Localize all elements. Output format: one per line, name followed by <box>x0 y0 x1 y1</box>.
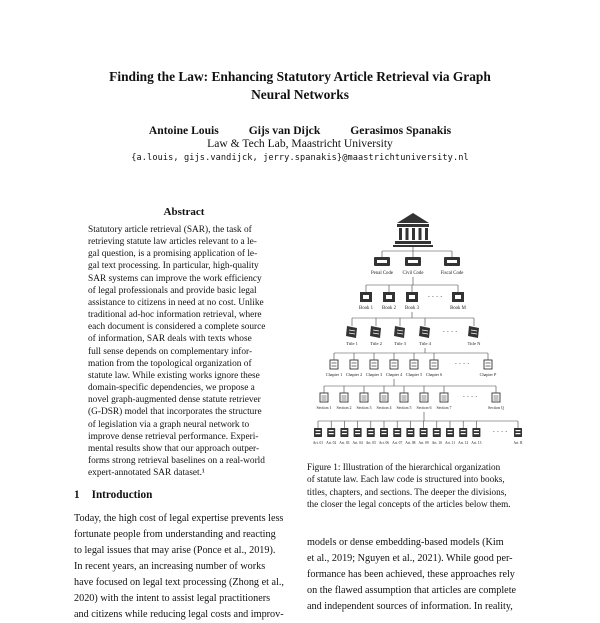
chapter-ellipsis: · · · · <box>454 360 470 368</box>
article-icon <box>446 428 454 437</box>
chapter-label: Chapter 6 <box>425 372 443 377</box>
book-label: Book 1 <box>359 306 373 311</box>
section-label: Section 5 <box>396 405 412 410</box>
article-ellipsis: · · · · <box>492 428 508 436</box>
book-label: Book 3 <box>405 306 419 311</box>
caption-line: Figure 1: Illustration of the hierarchical organization <box>307 462 501 472</box>
chapter-label: Chapter 2 <box>345 372 363 377</box>
chapter-icon <box>350 360 358 369</box>
abstract-line: assistance to citizens in need at no cost. Unlike <box>88 297 264 308</box>
law-code-icon <box>405 257 421 266</box>
section-icon <box>380 393 388 402</box>
article-label: Art. 11 <box>444 441 456 445</box>
title-label: Title N <box>467 341 481 346</box>
title-label: Title 2 <box>370 341 382 346</box>
abstract-line: of legislation via a graph neural network to <box>88 419 250 430</box>
abstract-line: full sense depends on complementary infor- <box>88 346 253 357</box>
section-number: 1 <box>74 489 80 501</box>
section-icon <box>340 393 348 402</box>
abstract-line: retrieving statute law articles relevant to a le- <box>88 237 257 248</box>
article-label: Art. 01 <box>312 441 324 445</box>
code-label: Civil Code <box>402 271 424 276</box>
abstract-line: gal question, is a promising application of le- <box>88 249 258 260</box>
article-label: Art. R <box>513 441 523 445</box>
chapter-label: Chapter 1 <box>325 372 343 377</box>
article-label: Art. 05 <box>365 441 376 445</box>
scroll-icon <box>370 326 381 338</box>
article-icon <box>314 428 322 437</box>
article-icon <box>433 428 441 437</box>
author-emails: {a.louis, gijs.vandijck, jerry.spanakis}@maastrichtuniversity.nl <box>131 153 469 163</box>
article-label: Art. 08 <box>405 441 416 445</box>
abstract-line: expert-annotated SAR dataset.¹ <box>88 468 205 479</box>
section-label: Section 2 <box>336 405 352 410</box>
article-label: Art. 04 <box>352 441 363 445</box>
abstract-body <box>88 224 286 479</box>
section-label: Section 6 <box>416 405 432 410</box>
abstract-heading: Abstract <box>163 206 205 218</box>
code-label: Fiscal Code <box>440 271 464 276</box>
scroll-icon <box>419 326 430 338</box>
abstract-line: mental results show that our approach outper- <box>88 443 260 454</box>
article-label: Art. 03 <box>339 441 350 445</box>
book-icon <box>406 292 418 302</box>
intro-line: on the flawed assumption that articles are complete <box>307 585 517 596</box>
author-2: Gijs van Dijck <box>248 124 321 137</box>
section-label: Section 3 <box>356 405 372 410</box>
section-icon <box>400 393 408 402</box>
tree-nodes <box>313 213 523 445</box>
chapter-icon <box>410 360 418 369</box>
intro-line: 2020) with the intent to assist legal practitioners <box>74 593 271 604</box>
chapter-label: Chapter 3 <box>365 372 383 377</box>
book-icon <box>383 292 395 302</box>
title-label: Title 4 <box>419 341 431 346</box>
caption-line: of statute law. Each law code is structured into books, <box>307 474 505 485</box>
article-icon <box>420 428 428 437</box>
book-label: Book M <box>450 306 466 311</box>
intro-column-left <box>74 511 298 623</box>
abstract-line: mation from the topological organization of <box>88 358 252 369</box>
title-line-1: Finding the Law: Enhancing Statutory Article Retrieval via Graph <box>109 69 491 84</box>
abstract-line: SAR systems can improve the work efficiency <box>88 273 262 284</box>
intro-line: Today, the high cost of legal expertise prevents less <box>74 513 284 524</box>
article-label: Art. 13 <box>471 441 482 445</box>
scroll-icon <box>468 326 479 338</box>
article-icon <box>514 428 522 437</box>
law-code-icon <box>444 257 460 266</box>
title-label: Title 3 <box>394 341 406 346</box>
scroll-icon <box>394 326 405 338</box>
section-icon <box>360 393 368 402</box>
intro-line: formance has been achieved, these approaches rely <box>307 569 515 580</box>
section-icon <box>420 393 428 402</box>
article-icon <box>380 428 388 437</box>
abstract-line: statute law. While existing works ignore these <box>88 370 260 381</box>
section-icon <box>492 393 500 402</box>
section-label: Section 4 <box>376 405 392 410</box>
affiliation: Law & Tech Lab, Maastricht University <box>207 137 393 150</box>
chapter-icon <box>430 360 438 369</box>
abstract-line: (G-DSR) model that incorporates the structure <box>88 407 262 418</box>
section-ellipsis: · · · · <box>462 393 478 401</box>
abstract-line: domain-specific dependencies, we propose a <box>88 383 255 394</box>
article-label: Art. 09 <box>418 441 429 445</box>
intro-line: In recent years, an increasing number of works <box>74 561 266 572</box>
intro-line: and citizens while reducing legal costs and improv- <box>74 609 284 620</box>
article-icon <box>367 428 375 437</box>
chapter-label: Chapter P <box>479 372 497 377</box>
abstract-line: gal text processing. In particular, high-quality <box>88 261 259 272</box>
article-icon <box>327 428 335 437</box>
article-label: Art. 02 <box>326 441 337 445</box>
intro-line: have focused on legal text processing (Zhong et al., <box>74 577 284 588</box>
article-icon <box>340 428 348 437</box>
figure-caption <box>307 461 533 510</box>
article-label: Art. 10 <box>431 441 442 445</box>
article-label: Art. 07 <box>392 441 403 445</box>
section-label: Section 1 <box>316 405 332 410</box>
intro-line: fortunate people from understanding and reacting <box>74 529 276 540</box>
section-heading-introduction <box>74 489 152 501</box>
title-line-2: Neural Networks <box>251 87 349 102</box>
chapter-icon <box>330 360 338 369</box>
abstract-line: of information, SAR deals with texts whose <box>88 334 252 345</box>
section-label: Section Q <box>488 405 504 410</box>
law-code-icon <box>374 257 390 266</box>
intro-line: to legal issues that may arise (Ponce et al., 2019). <box>74 545 276 556</box>
title-label: Title 1 <box>346 341 358 346</box>
hierarchy-figure <box>310 205 532 453</box>
section-label: Section 7 <box>436 405 452 410</box>
chapter-icon <box>390 360 398 369</box>
article-icon <box>472 428 480 437</box>
abstract-line: of legal professionals and provide basic legal <box>88 285 257 296</box>
code-label: Penal Code <box>371 271 393 276</box>
chapter-icon <box>370 360 378 369</box>
abstract-line: improve dense retrieval performance. Experi- <box>88 431 259 442</box>
article-label: Art. 12 <box>458 441 469 445</box>
intro-line: and independent sources of information. In reality, <box>307 601 513 612</box>
intro-line: models or dense embedding-based models (Kim <box>307 537 504 548</box>
article-icon <box>354 428 362 437</box>
book-icon <box>452 292 464 302</box>
article-label: Art. 06 <box>378 441 390 445</box>
author-list <box>40 124 560 137</box>
caption-line: the closer the legal concepts of the articles below them. <box>307 498 511 509</box>
statute-hierarchy-diagram <box>310 205 532 453</box>
abstract-line: traditional ad-hoc information retrieval, where <box>88 310 262 321</box>
intro-line: et al., 2019; Nguyen et al., 2021). While good per- <box>307 553 513 564</box>
article-icon <box>393 428 401 437</box>
courthouse-icon <box>393 213 433 247</box>
chapter-icon <box>484 360 492 369</box>
book-icon <box>360 292 372 302</box>
chapter-label: Chapter 5 <box>405 372 423 377</box>
abstract-line: forms strong retrieval baselines on a real-world <box>88 455 265 466</box>
abstract-line: novel graph-augmented dense statute retriever <box>88 395 261 406</box>
intro-column-right <box>307 535 532 615</box>
author-3: Gerasimos Spanakis <box>350 124 452 137</box>
book-ellipsis: · · · · <box>427 293 443 301</box>
author-1: Antoine Louis <box>148 124 219 137</box>
section-icon <box>440 393 448 402</box>
paper-title <box>40 68 560 104</box>
title-ellipsis: · · · · <box>442 328 458 336</box>
caption-line: titles, chapters, and sections. The deeper the divisions, <box>307 486 507 497</box>
chapter-label: Chapter 4 <box>385 372 403 377</box>
section-icon <box>320 393 328 402</box>
article-icon <box>459 428 467 437</box>
scroll-icon <box>346 326 357 338</box>
abstract-line: Statutory article retrieval (SAR), the task of <box>88 225 252 235</box>
book-label: Book 2 <box>382 306 396 311</box>
abstract-line: each document is considered a complete source <box>88 322 266 333</box>
article-icon <box>406 428 414 437</box>
section-title: Introduction <box>91 489 153 501</box>
